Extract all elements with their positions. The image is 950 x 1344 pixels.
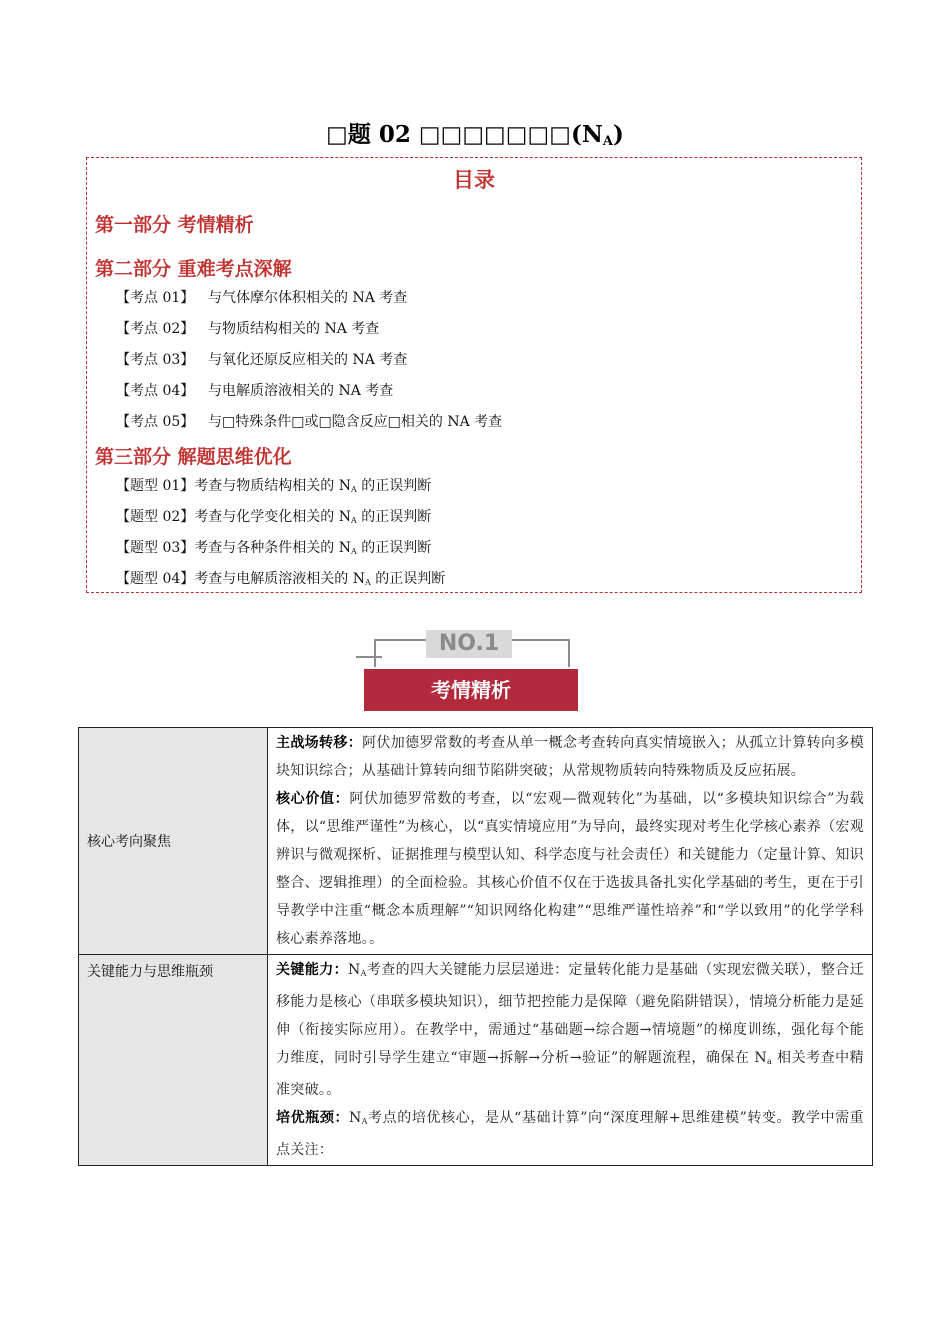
paragraph-head: 主战场转移： bbox=[276, 735, 363, 751]
toc-part-3[interactable]: 第三部分 解题思维优化 bbox=[95, 446, 292, 468]
tixing-sub: A bbox=[350, 547, 357, 556]
toc-heading: 目录 bbox=[453, 168, 495, 192]
tixing-post: 的正误判断 bbox=[356, 540, 432, 556]
paragraph-text: 阿伏加德罗常数的考查从单一概念考查转向真实情境嵌入；从孤立计算转向多模块知识综合；从基础计算转向细节陷阱突破；从常规物质转向特殊物质及反应拓展。 bbox=[276, 735, 864, 779]
banner-number: NO.1 bbox=[426, 630, 512, 658]
kaodian-text: 与电解质溶液相关的 NA 考查 bbox=[208, 383, 394, 399]
tixing-post: 的正误判断 bbox=[370, 571, 446, 587]
toc-kaodian-3[interactable] bbox=[116, 349, 407, 369]
paragraph-text: 相关考查中精准突破。。 bbox=[276, 1050, 864, 1098]
na-subscript: a bbox=[766, 1057, 773, 1066]
tixing-sub: A bbox=[364, 578, 371, 587]
paragraph-text: 考查的四大关键能力层层递进：定量转化能力是基础（实现宏微关联），整合迁移能力是核心（串联多模块知识），细节把控能力是保障（避免陷阱错误），情境分析能力是延伸（衔接实际应用）。在教学中，需通过“基础题→综合题→情境题”的梯度训练，强化每个能力维度，同时引导学生建立“审题→拆解→分析→验证”的解题流程，确保在 N bbox=[276, 962, 864, 1066]
tixing-sub: A bbox=[350, 516, 357, 525]
title-end: ) bbox=[612, 121, 624, 148]
toc-part-1[interactable]: 第一部分 考情精析 bbox=[95, 214, 254, 236]
paragraph-text: 阿伏加德罗常数的考查，以“宏观—微观转化”为基础，以“多模块知识综合”为载体，以“思维严谨性”为核心，以“真实情境应用”为导向，最终实现对考生化学核心素养（宏观辨识与微观探析、证据推理与模型认知、科学态度与社会责任）和关键能力（定量计算、知识整合、逻辑推理）的全面检验。其核心价值不仅在于选拔具备扎实化学基础的考生，更在于引导教学中注重“概念本质理解”“知识网络化构建”“思维严谨性培养”和“学以致用”的化学学科核心素养落地。。 bbox=[276, 791, 865, 947]
paragraph bbox=[276, 956, 864, 1104]
tixing-post: 的正误判断 bbox=[356, 509, 432, 525]
kaodian-tag: 【考点 04】 bbox=[116, 383, 195, 399]
kaodian-tag: 【考点 02】 bbox=[116, 321, 195, 337]
tixing-text: 【题型 02】考查与化学变化相关的 N bbox=[116, 509, 351, 525]
paragraph bbox=[276, 785, 864, 953]
tixing-sub: A bbox=[350, 485, 357, 494]
tixing-text: 【题型 04】考查与电解质溶液相关的 N bbox=[116, 571, 365, 587]
kaodian-text: 与氧化还原反应相关的 NA 考查 bbox=[208, 352, 408, 368]
paragraph-text: 考点的培优核心，是从“基础计算”向“深度理解+思维建模”转变。教学中需重点关注： bbox=[276, 1110, 864, 1158]
table-row bbox=[79, 728, 873, 955]
na-symbol: N bbox=[349, 1110, 362, 1126]
kaodian-tag: 【考点 05】 bbox=[116, 414, 195, 430]
toc-kaodian-1[interactable] bbox=[116, 287, 407, 307]
row-content bbox=[268, 955, 873, 1166]
banner-line bbox=[512, 639, 570, 641]
toc-part-2[interactable]: 第二部分 重难考点深解 bbox=[95, 258, 292, 280]
tixing-text: 【题型 03】考查与各种条件相关的 N bbox=[116, 540, 351, 556]
banner-line bbox=[568, 639, 570, 667]
toc-kaodian-4[interactable] bbox=[116, 380, 393, 400]
toc-tixing-2[interactable] bbox=[116, 506, 431, 526]
na-symbol: N bbox=[348, 962, 361, 978]
document-title bbox=[0, 116, 950, 149]
toc-tixing-3[interactable] bbox=[116, 537, 431, 557]
row-label: 核心考向聚焦 bbox=[79, 728, 268, 955]
banner-title: 考情精析 bbox=[364, 669, 578, 711]
row-label: 关键能力与思维瓶颈 bbox=[79, 955, 268, 1166]
title-main: □题 02 □□□□□□□(N bbox=[326, 121, 603, 148]
tixing-post: 的正误判断 bbox=[356, 478, 432, 494]
banner-line bbox=[374, 639, 426, 641]
toc-kaodian-2[interactable] bbox=[116, 318, 379, 338]
title-subscript: A bbox=[602, 134, 613, 149]
toc-kaodian-5[interactable] bbox=[116, 411, 502, 431]
section-banner bbox=[356, 627, 586, 715]
kaodian-tag: 【考点 03】 bbox=[116, 352, 195, 368]
paragraph-head: 核心价值： bbox=[276, 791, 350, 807]
table-of-contents bbox=[86, 157, 862, 593]
banner-line bbox=[374, 639, 376, 667]
tixing-text: 【题型 01】考查与物质结构相关的 N bbox=[116, 478, 351, 494]
toc-tixing-4[interactable] bbox=[116, 568, 445, 588]
na-subscript: A bbox=[360, 969, 367, 978]
paragraph bbox=[276, 1104, 864, 1164]
paragraph-head: 培优瓶颈： bbox=[276, 1110, 350, 1126]
kaodian-tag: 【考点 01】 bbox=[116, 290, 195, 306]
kaodian-text: 与物质结构相关的 NA 考查 bbox=[208, 321, 380, 337]
row-content bbox=[268, 728, 873, 955]
paragraph bbox=[276, 729, 864, 785]
toc-tixing-1[interactable] bbox=[116, 475, 431, 495]
na-subscript: A bbox=[361, 1117, 368, 1126]
paragraph-head: 关键能力： bbox=[276, 962, 349, 978]
kaodian-text: 与气体摩尔体积相关的 NA 考查 bbox=[208, 290, 408, 306]
banner-line bbox=[356, 656, 382, 658]
kaodian-text: 与□特殊条件□或□隐含反应□相关的 NA 考查 bbox=[208, 414, 503, 430]
table-row bbox=[79, 955, 873, 1166]
analysis-table bbox=[78, 727, 873, 1166]
